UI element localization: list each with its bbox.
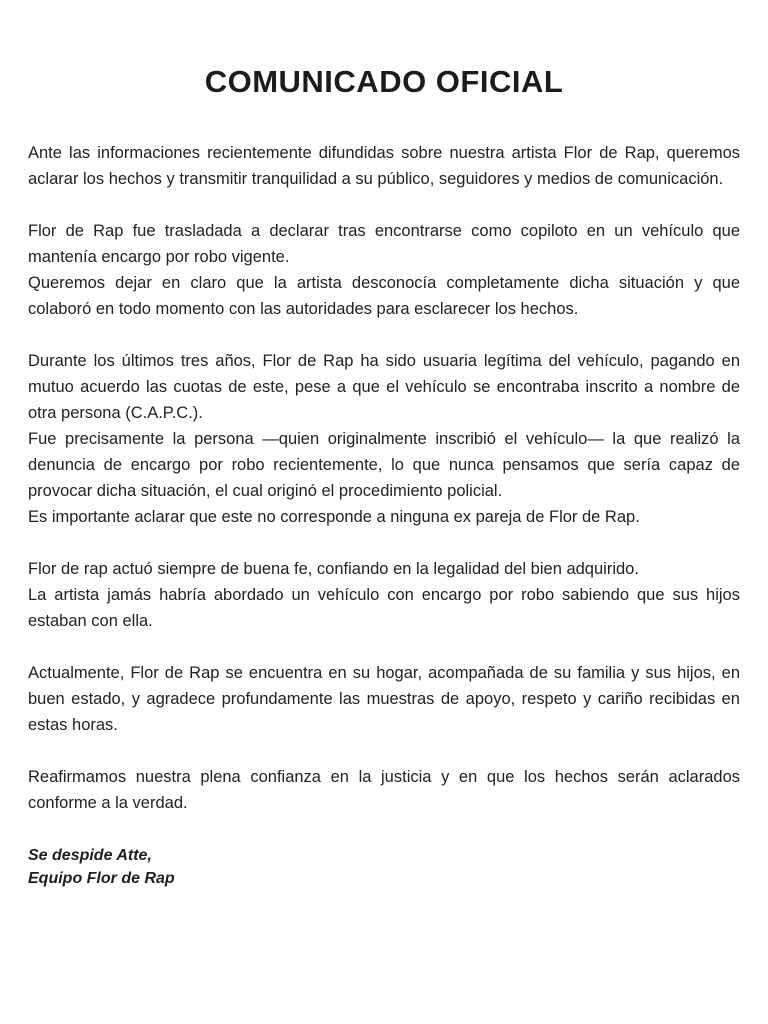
paragraph: Es importante aclarar que este no corresponde a ninguna ex pareja de Flor de Rap. [28, 508, 640, 526]
paragraph: La artista jamás habría abordado un vehículo con encargo por robo sabiendo que sus hijos estaban con ella. [28, 586, 740, 630]
signature-team-name: Equipo Flor de Rap [28, 870, 175, 887]
statement-body [28, 140, 740, 816]
paragraph: Fue precisamente la persona —quien originalmente inscribió el vehículo— la que realizó la denuncia de encargo por robo recientemente, lo que nunca pensamos que sería capaz de provocar dicha situación, el cual originó el procedimiento policial. [28, 430, 740, 500]
paragraph: Queremos dejar en claro que la artista desconocía completamente dicha situación y que colaboró en todo momento con las autoridades para esclarecer los hechos. [28, 274, 740, 318]
signature-closing: Se despide Atte, [28, 847, 152, 864]
page-title: COMUNICADO OFICIAL [204, 64, 564, 99]
signature-block [28, 844, 740, 890]
paragraph: Flor de Rap fue trasladada a declarar tras encontrarse como copiloto en un vehículo que mantenía encargo por robo vigente. [28, 222, 740, 266]
paragraph: Actualmente, Flor de Rap se encuentra en su hogar, acompañada de su familia y sus hijos, en buen estado, y agradece profundamente las muestras de apoyo, respeto y cariño recibidas en estas horas. [28, 664, 740, 734]
paragraph: Flor de rap actuó siempre de buena fe, confiando en la legalidad del bien adquirido. [28, 560, 639, 578]
paragraph: Reafirmamos nuestra plena confianza en la justicia y en que los hechos serán aclarados conforme a la verdad. [28, 768, 740, 812]
paragraph: Durante los últimos tres años, Flor de Rap ha sido usuaria legítima del vehículo, pagando en mutuo acuerdo las cuotas de este, pese a que el vehículo se encontraba inscrito a nombre de otra persona (C.A.P.C.). [28, 352, 740, 422]
paragraph: Ante las informaciones recientemente difundidas sobre nuestra artista Flor de Rap, queremos aclarar los hechos y transmitir tranquilidad a su público, seguidores y medios de comunicación. [28, 144, 740, 188]
